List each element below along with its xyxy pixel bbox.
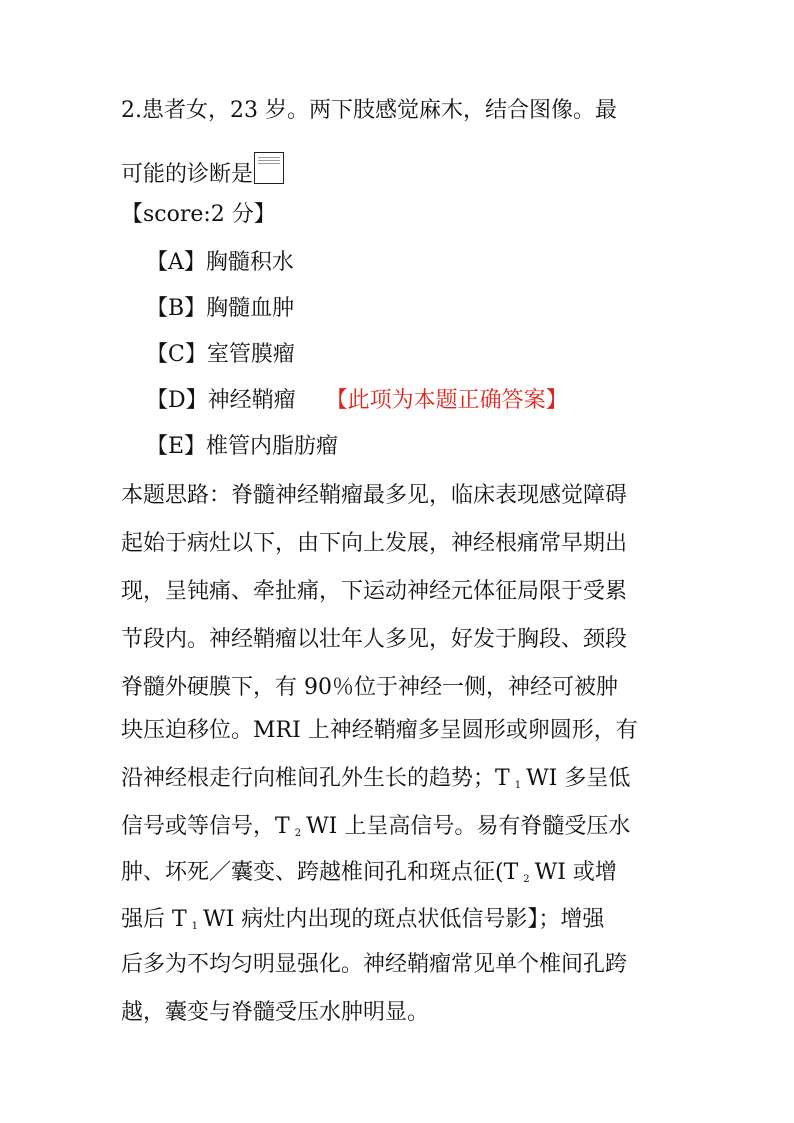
explanation-line-12: 越，囊变与脊髓受压水肿明显。: [121, 1000, 430, 1025]
subscript: 2: [523, 874, 530, 885]
option-d[interactable]: [146, 386, 568, 416]
subscript: 1: [514, 780, 522, 791]
option-d-label: 【D】神经鞘瘤: [146, 388, 296, 413]
explanation-line-8-tail: WI 上呈高信号。易有脊髓受压水: [306, 814, 631, 839]
question-image-thumbnail[interactable]: [254, 152, 284, 184]
explanation-line-6: 块压迫移位。MRI 上神经鞘瘤多呈圆形或卵圆形，有: [121, 718, 638, 743]
explanation-line-10: [121, 905, 604, 935]
explanation-line-2: 起始于病灶以下，由下向上发展，神经根痛常早期出: [121, 531, 628, 556]
question-line-1: 2.患者女，23 岁。两下肢感觉麻木，结合图像。最: [121, 98, 617, 123]
explanation-line-3: 现，呈钝痛、牵扯痛，下运动神经元体征局限于受累: [121, 579, 628, 604]
explanation-line-4: 节段内。神经鞘瘤以壮年人多见，好发于胸段、颈段: [121, 627, 628, 652]
option-b[interactable]: 【B】胸髓血肿: [146, 296, 295, 321]
explanation-line-9: [121, 858, 617, 888]
explanation-line-5: 脊髓外硬膜下，有 90％位于神经一侧，神经可被肿: [121, 675, 618, 700]
explanation-line-7: [121, 764, 630, 794]
correct-answer-tag: 【此项为本题正确答案】: [325, 388, 568, 413]
explanation-line-8: [121, 812, 630, 842]
explanation-line-10-text: 强后 T: [121, 907, 187, 932]
explanation-line-9-tail: WI 或增: [534, 860, 617, 885]
explanation-line-11: 后多为不均匀明显强化。神经鞘瘤常见单个椎间孔跨: [121, 952, 628, 977]
subscript: 2: [294, 828, 302, 839]
explanation-line-10-tail: WI 病灶内出现的斑点状低信号影】；增强: [203, 907, 605, 932]
explanation-line-1: 本题思路：脊髓神经鞘瘤最多见，临床表现感觉障碍: [121, 483, 628, 508]
subscript: 1: [191, 921, 199, 932]
explanation-line-7-text: 沿神经根走行向椎间孔外生长的趋势；T: [121, 766, 510, 791]
explanation-line-9-text: 肿、坏死／囊变、跨越椎间孔和斑点征(T: [121, 860, 519, 885]
explanation-line-7-tail: WI 多呈低: [526, 766, 631, 791]
explanation-line-8-text: 信号或等信号，T: [121, 814, 290, 839]
question-line-2: [121, 152, 284, 187]
option-a[interactable]: 【A】胸髓积水: [146, 250, 294, 275]
score-label: 【score:2 分】: [121, 202, 276, 227]
option-e[interactable]: 【E】椎管内脂肪瘤: [146, 434, 339, 459]
question-prompt: 可能的诊断是: [121, 162, 254, 187]
option-c[interactable]: 【C】室管膜瘤: [146, 342, 295, 367]
